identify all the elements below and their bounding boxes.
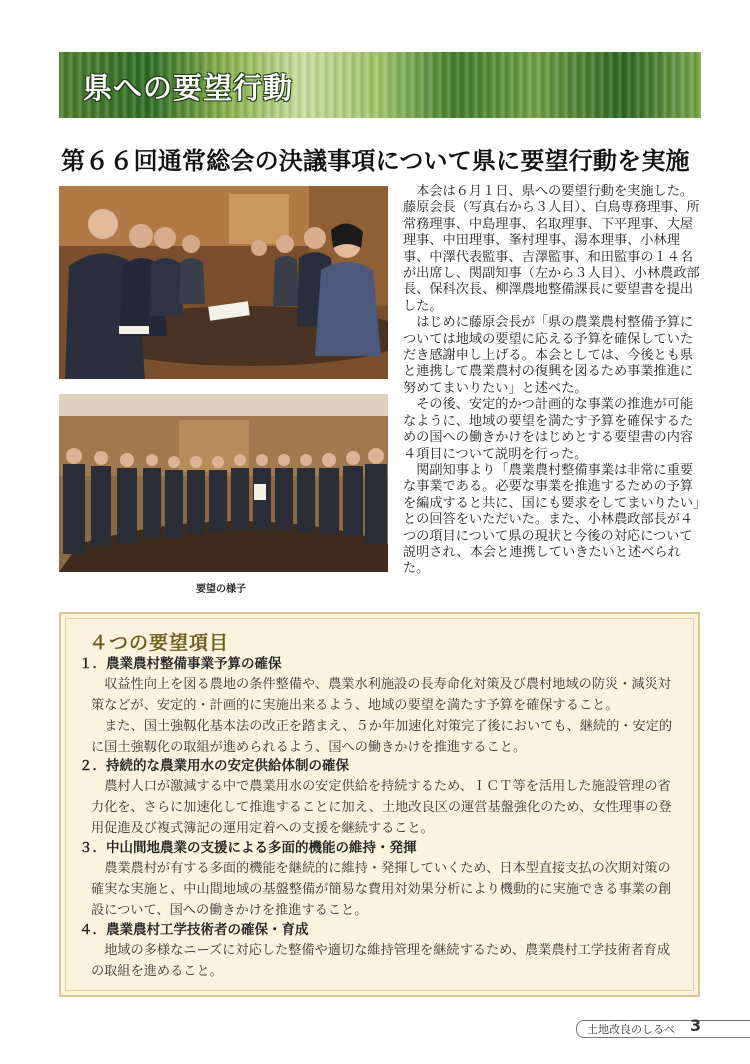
section-title: 県への要望行動 [83, 71, 294, 105]
request-heading: ４．農業農村工学技術者の確保・育成 [79, 922, 309, 938]
request-heading: １．農業農村整備事業予算の確保 [79, 656, 282, 672]
request-item-3 [79, 838, 681, 921]
body-paragraph: 本会は６月１日、県への要望行動を実施した。藤原会長（写真右から３人目）、白鳥専務理事、所常務理事、中島理事、名取理事、下平理事、大屋理事、中田理事、峯村理事、湯本理事、小林理事、中澤代表監事、吉澤監事、和田監事の１４名が出席し、関副知事（左から３人目）、小林農政部長、保科次長、柳澤農地整備課長に要望書を提出した。 [403, 184, 700, 314]
section-banner [59, 52, 701, 118]
photo-caption: 要望の様子 [196, 584, 246, 595]
body-paragraph: 関副知事より「農業農村整備事業は非常に重要な事業である。必要な事業を推進するための予算を編成すると共に、国にも要求をしてまいりたい」との回答をいただいた。また、小林農政部長が４つの項目について県の現状と今後の対応について説明され、本会と連携していきたいと述べられた。 [403, 462, 700, 577]
article-headline: 第６６回通常総会の決議事項について県に要望行動を実施 [61, 147, 690, 175]
request-paragraph: 農村人口が激減する中で農業用水の安定供給を持続するため、ＩＣＴ等を活用した施設管理の省力化を、さらに加速化して推進することに加え、土地改良区の運営基盤強化のため、女性理事の登用促進及び複式簿記の運用定着への支援を継続すること。 [91, 779, 672, 836]
request-paragraph: 収益性向上を図る農地の条件整備や、農業水利施設の長寿命化対策及び農村地域の防災・減災対策などが、安定的・計画的に実施出来るよう、地域の要望を満たす予算を確保すること。 [91, 677, 671, 713]
requests-box [59, 612, 700, 997]
meeting-photo-group [59, 394, 388, 572]
article-body [403, 184, 703, 578]
body-paragraph: その後、安定的かつ計画的な事業の推進が可能なように、地域の要望を満たす予算を確保するための国への働きかけをはじめとする要望書の内容４項目について説明を行った。 [403, 397, 694, 462]
request-paragraph: 農業農村が有する多面的機能を継続的に維持・発揮していくため、日本型直接支払の次期対策の確実な実施と、中山間地域の基盤整備が簡易な費用対効果分析により機動的に実施できる事業の創設について、国への働きかけを推進すること。 [91, 861, 672, 918]
request-heading: ３．中山間地農業の支援による多面的機能の維持・発揮 [79, 840, 417, 856]
requests-title: ４つの要望項目 [89, 632, 230, 654]
photo-group-illustration [59, 394, 388, 572]
photo-handover-illustration [59, 186, 388, 379]
request-heading: ２．持続的な農業用水の安定供給体制の確保 [79, 758, 349, 774]
body-paragraph: はじめに藤原会長が「県の農業農村整備予算については地域の要望に応える予算を確保していただき感謝申し上げる。本会としては、今後とも県と連携して農業農村の復興を図るため事業推進に努めてまいりたい」と述べた。 [403, 315, 694, 396]
request-paragraph: 地域の多様なニーズに対応した整備や適切な維持管理を継続するため、農業農村工学技術者育成の取組を進めること。 [91, 943, 671, 979]
request-item-1 [79, 654, 681, 758]
meeting-photo-handover [59, 186, 388, 379]
page-number: 3 [690, 1016, 702, 1035]
request-item-4 [79, 920, 681, 982]
publication-name: 土地改良のしるべ [587, 1023, 675, 1036]
request-item-2 [79, 756, 681, 839]
request-paragraph: また、国土強靱化基本法の改正を踏まえ、５か年加速化対策完了後においても、継続的・安定的に国土強靱化の取組が進められるよう、国への働きかけを推進すること。 [91, 719, 673, 755]
